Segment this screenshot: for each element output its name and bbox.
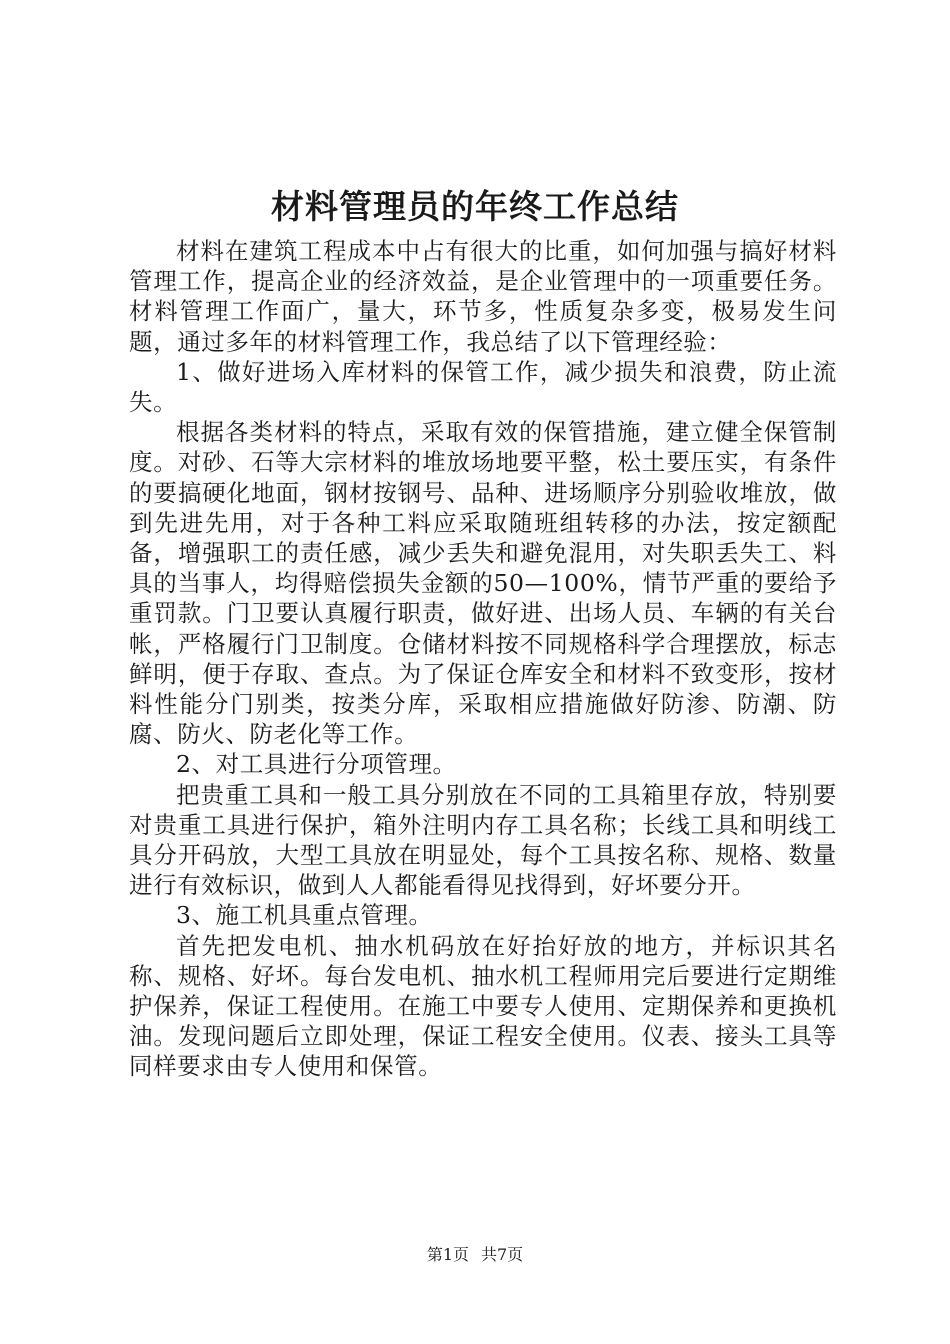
page-footer bbox=[0, 1244, 950, 1266]
document-body bbox=[129, 236, 837, 1082]
page-total: 共7页 bbox=[481, 1245, 524, 1264]
section-heading-1: 1、做好进场入库材料的保管工作，减少损失和浪费，防止流失。 bbox=[129, 357, 837, 417]
section-heading-2: 2、对工具进行分项管理。 bbox=[176, 750, 457, 779]
page-number: 第1页 bbox=[426, 1245, 469, 1264]
document-title: 材料管理员的年终工作总结 bbox=[271, 187, 679, 226]
paragraph-machinery-management: 首先把发电机、抽水机码放在好抬好放的地方，并标识其名称、规格、好坏。每台发电机、抽水机工程师用完后要进行定期维护保养，保证工程使用。在施工中要专人使用、定期保养和更换机油。发现问题后立即处理，保证工程安全使用。仪表、接头工具等同样要求由专人使用和保管。 bbox=[129, 931, 837, 1081]
paragraph-intro: 材料在建筑工程成本中占有很大的比重，如何加强与搞好材料管理工作，提高企业的经济效益，是企业管理中的一项重要任务。材料管理工作面广，量大，环节多，性质复杂多变，极易发生问题，通过多年的材料管理工作，我总结了以下管理经验： bbox=[129, 237, 837, 356]
paragraph-material-storage: 根据各类材料的特点，采取有效的保管措施，建立健全保管制度。对砂、石等大宗材料的堆放场地要平整，松土要压实，有条件的要搞硬化地面，钢材按钢号、品种、进场顺序分别验收堆放，做到先进先用，对于各种工料应采取随班组转移的办法，按定额配备，增强职工的责任感，减少丢失和避免混用，对失职丢失工、料具的当事人，均得赔偿损失金额的50—100%，情节严重的要给予重罚款。门卫要认真履行职责，做好进、出场人员、车辆的有关台帐，严格履行门卫制度。仓储材料按不同规格科学合理摆放，标志鲜明，便于存取、查点。为了保证仓库安全和材料不致变形，按材料性能分门别类，按类分库，采取相应措施做好防渗、防潮、防腐、防火、防老化等工作。 bbox=[129, 418, 837, 749]
paragraph-tool-management: 把贵重工具和一般工具分别放在不同的工具箱里存放，特别要对贵重工具进行保护，箱外注明内存工具名称；长线工具和明线工具分开码放，大型工具放在明显处，每个工具按名称、规格、数量进行有效标识，做到人人都能看得见找得到，好坏要分开。 bbox=[129, 780, 837, 900]
section-heading-3: 3、施工机具重点管理。 bbox=[176, 901, 433, 930]
